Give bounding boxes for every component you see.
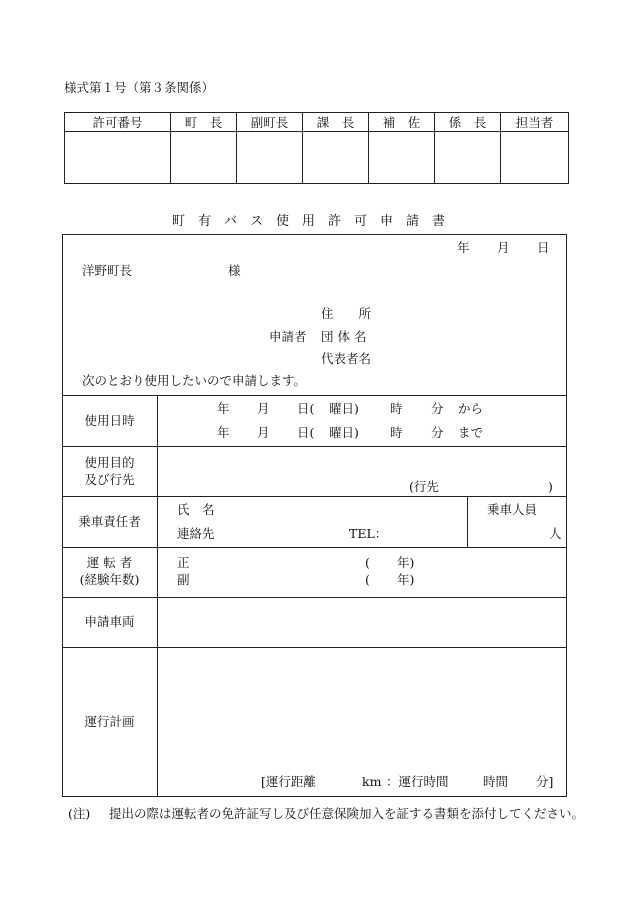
request-statement: 次のとおり使用したいので申請します。 [82,373,307,388]
approval-col-assistant: 補 佐 [369,113,435,132]
usage-to-day: 日( [297,425,315,440]
plan-minutes-unit: 分] [536,774,554,789]
approval-cell-deputy-mayor[interactable] [237,132,303,184]
approval-cell-staff[interactable] [501,132,569,184]
honorific: 様 [228,263,241,278]
divider-line [62,547,567,548]
usage-to-minute: 分 [431,425,444,440]
usage-from-day: 日( [297,401,315,416]
applicant-group-label: 団 体 名 [321,329,367,344]
divider-line [62,496,567,497]
driver-label-line1: 運 転 者 [86,555,133,570]
approval-cell-subsection-chief[interactable] [435,132,501,184]
applicant-label: 申請者 [269,329,307,344]
usage-to-weekday: 曜日) [329,425,359,440]
driver-primary-label: 正 [177,555,190,570]
usage-from-minute: 分 [431,401,444,416]
approval-col-mayor: 町 長 [171,113,237,132]
destination-close: ) [548,479,553,494]
usage-datetime-label: 使用日時 [84,413,135,428]
vehicle-label: 申請車両 [84,614,135,629]
usage-to-month: 月 [257,425,270,440]
date-month: 月 [497,240,510,255]
applicant-representative-label: 代表者名 [321,351,372,366]
divider-line [62,395,567,396]
driver-secondary-years-unit: 年) [397,572,415,587]
driver-primary-years-open: ( [365,555,370,570]
responsible-name-label: 氏 名 [177,502,215,517]
plan-distance-unit: km [362,774,382,789]
driver-primary-years-unit: 年) [397,555,415,570]
driver-secondary-label: 副 [177,572,190,587]
approval-table [64,112,569,184]
purpose-label-line1: 使用目的 [84,455,135,470]
approval-cell-permit-number[interactable] [65,132,171,184]
addressee: 洋野町長 [82,263,133,278]
driver-label-line2: (経験年数) [79,572,140,587]
plan-label: 運行計画 [84,714,135,729]
approval-col-section-chief: 課 長 [303,113,369,132]
usage-to-year: 年 [217,425,230,440]
note-prefix: (注) [68,806,91,821]
plan-distance-label: [運行距離 [261,774,316,789]
destination-open: (行先 [409,479,439,494]
approval-col-deputy-mayor: 副町長 [237,113,303,132]
driver-secondary-years-open: ( [365,572,370,587]
usage-from-month: 月 [257,401,270,416]
passenger-cell-divider [467,496,468,547]
date-year: 年 [457,240,470,255]
note-text: 提出の際は運転者の免許証写し及び任意保険加入を証する書類を添付してください。 [109,806,585,821]
usage-to-suffix: まで [458,425,484,440]
passengers-label: 乗車人員 [487,502,538,517]
approval-cell-assistant[interactable] [369,132,435,184]
purpose-label-line2: 及び行先 [84,472,135,487]
usage-from-suffix: から [458,401,484,416]
usage-from-weekday: 曜日) [329,401,359,416]
plan-hours-unit: 時間 [483,774,509,789]
divider-line [62,446,567,447]
usage-from-hour: 時 [390,401,403,416]
approval-col-subsection-chief: 係 長 [435,113,501,132]
divider-line [62,647,567,648]
approval-col-permit-number: 許可番号 [65,113,171,132]
responsible-contact-label: 連絡先 [177,526,215,541]
passengers-unit: 人 [549,526,562,541]
tel-label: TEL： [349,526,388,541]
divider-line [62,597,567,598]
form-title: 町有バス使用許可申請書 [171,214,458,229]
label-column-divider [157,395,158,797]
plan-time-label: ：運行時間 [386,774,449,789]
approval-cell-section-chief[interactable] [303,132,369,184]
approval-col-staff: 担当者 [501,113,569,132]
usage-from-year: 年 [217,401,230,416]
applicant-address-label: 住 所 [321,306,372,321]
form-number: 様式第１号（第３条関係） [64,80,215,95]
responsible-label: 乗車責任者 [78,514,141,529]
date-day: 日 [537,240,550,255]
approval-cell-mayor[interactable] [171,132,237,184]
usage-to-hour: 時 [390,425,403,440]
